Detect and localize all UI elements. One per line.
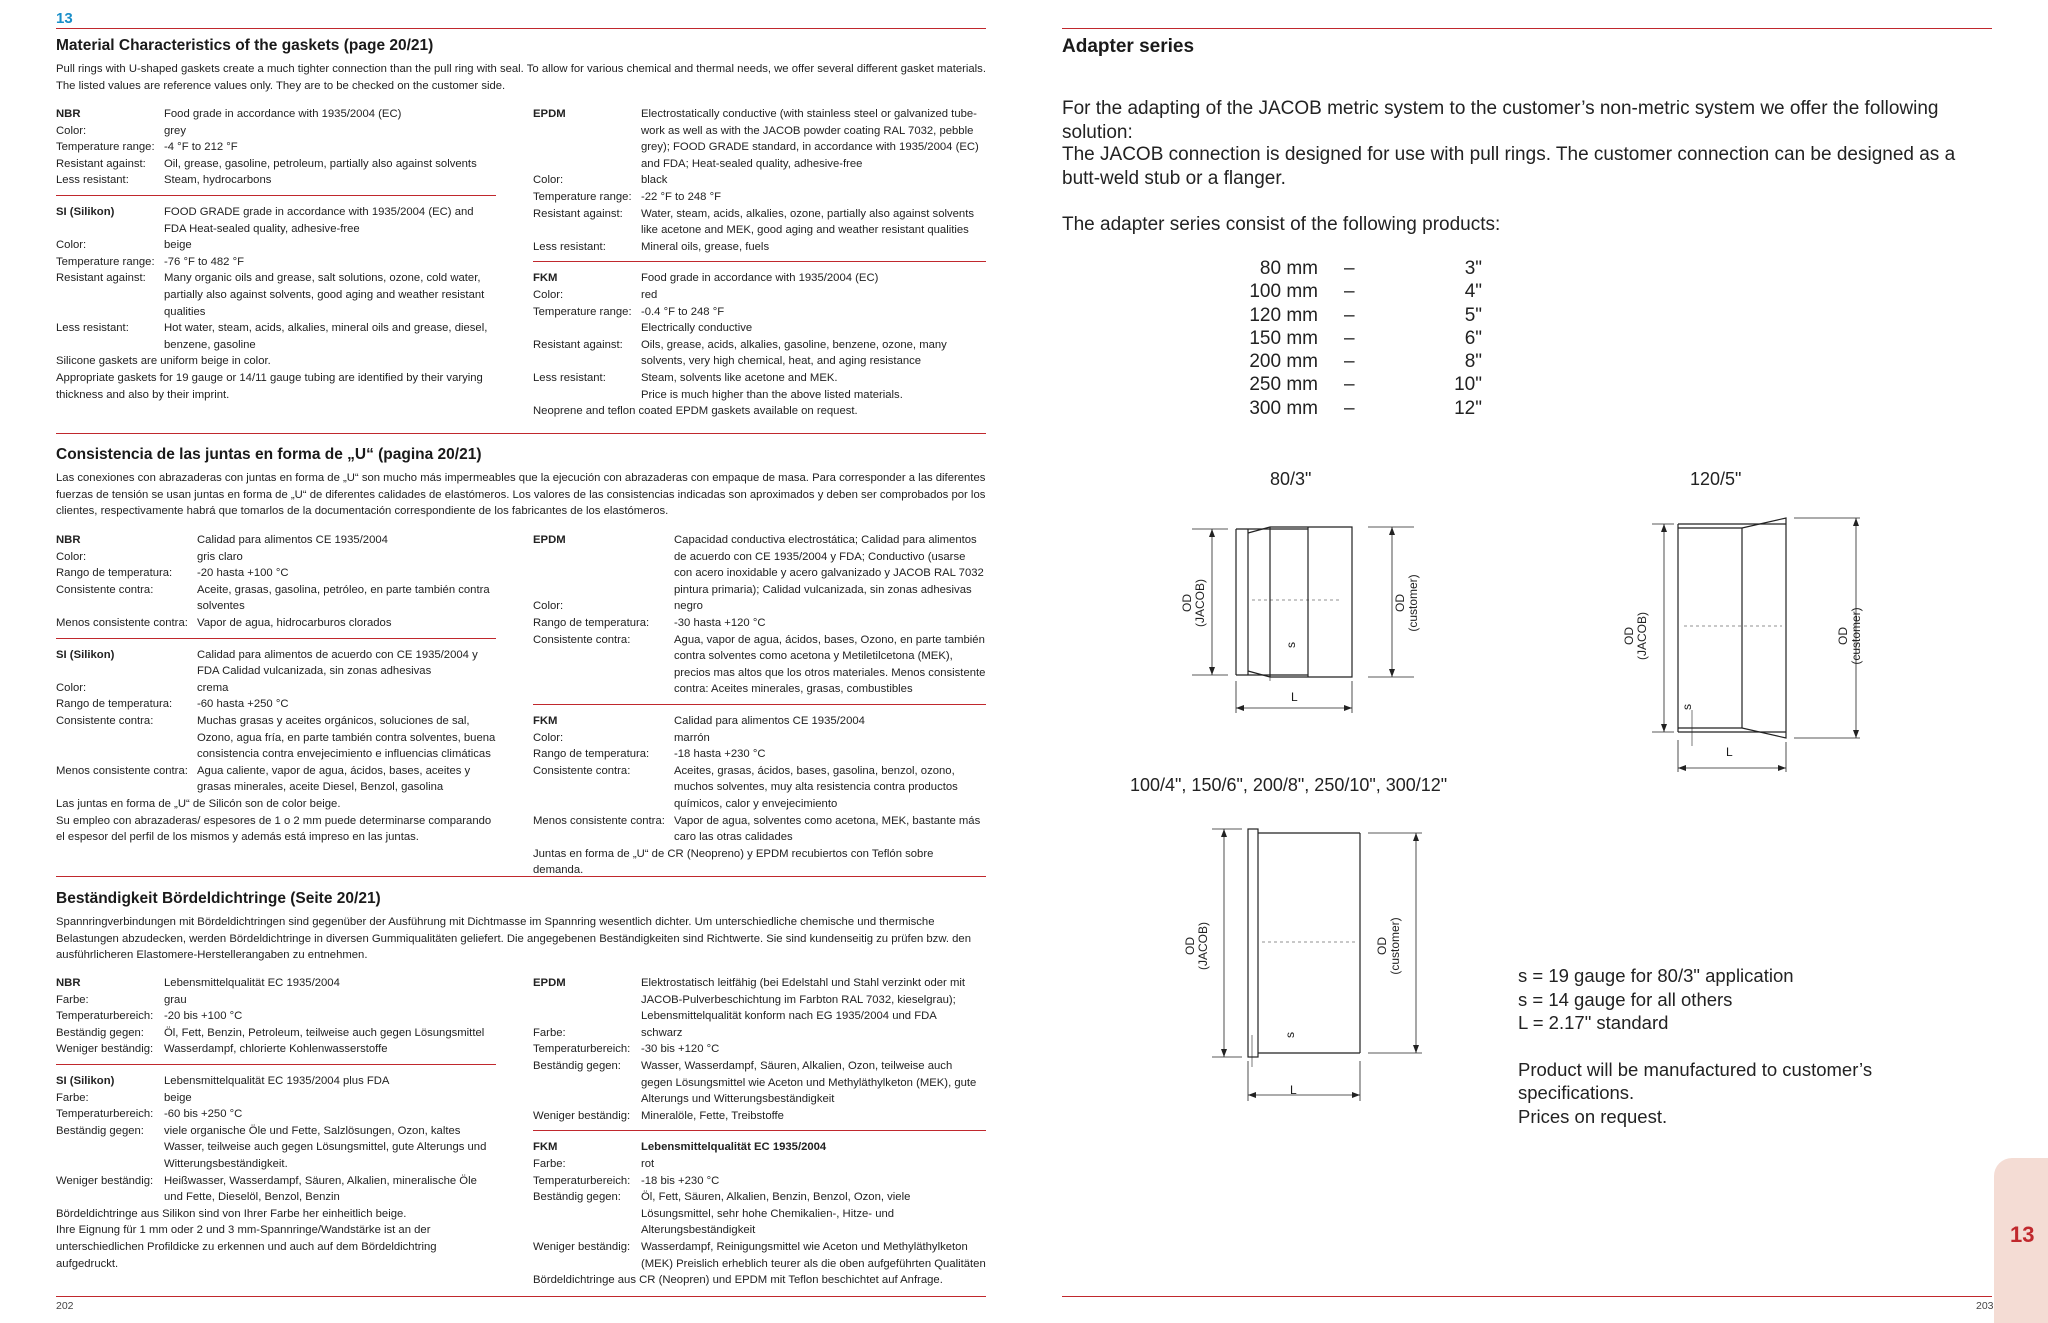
size-row xyxy=(1222,398,1482,421)
material-desc: Lebensmittelqualität EC 1935/2004 plus FDA xyxy=(164,1074,390,1087)
color-label: Color: xyxy=(56,550,87,563)
less-resistant-label: Menos consistente contra: xyxy=(533,814,665,827)
section-rule xyxy=(56,876,986,877)
less-resistant-value: Vapor de agua, hidrocarburos clorados xyxy=(197,616,392,629)
material-desc: Food grade in accordance with 1935/2004 (EC) xyxy=(164,108,402,120)
od-customer-label-2 xyxy=(1836,598,1863,668)
less-resistant-label: Weniger beständig: xyxy=(533,1109,631,1122)
material-name: NBR xyxy=(56,108,81,120)
size-mm: 80 mm xyxy=(1259,258,1318,279)
note: Neoprene and teflon coated EPDM gaskets available on request. xyxy=(533,405,858,418)
material-desc: Electrostatically conductive (with stainless steel or galvanized tube-work as well as with the JACOB powder coating RAL 7032, pebble grey); FOOD GRADE standard, in accordance with 1935/2004 (EC) and FDA; Heat-sealed quality, adhesive-free xyxy=(641,108,979,170)
adapter-drawing-multi xyxy=(1172,815,1492,1105)
color-value: gris claro xyxy=(197,550,243,563)
size-inch: 4" xyxy=(1464,281,1482,303)
size-mm: 300 mm xyxy=(1249,397,1318,419)
spec-line: s = 14 gauge for all others xyxy=(1518,988,1733,1010)
resistant-label: Resistant against: xyxy=(533,207,623,220)
color-value: grau xyxy=(164,993,187,1006)
chapter-tab xyxy=(1994,1158,2048,1323)
size-mm: 120 mm xyxy=(1249,304,1318,326)
size-table xyxy=(1222,258,1482,421)
od-customer-label-3 xyxy=(1375,908,1402,978)
color-label: Color: xyxy=(533,731,564,744)
od-jacob-label-1 xyxy=(1180,565,1207,635)
material-name: FKM xyxy=(533,1141,558,1154)
temp-value: -30 bis +120 °C xyxy=(641,1043,720,1056)
size-row xyxy=(1222,281,1482,304)
color-label: Farbe: xyxy=(56,993,89,1006)
page-number-left: 202 xyxy=(56,1300,74,1312)
size-dash: – xyxy=(1344,351,1355,373)
de-nbr xyxy=(56,975,496,992)
bottom-rule xyxy=(56,1296,986,1297)
extra-note: Electrically conductive xyxy=(641,322,753,335)
es-nbr xyxy=(56,532,496,549)
adapter-drawing-120-5 xyxy=(1612,510,1932,780)
temp-label: Rango de temperatura: xyxy=(533,748,650,761)
temp-label: Temperaturbereich: xyxy=(56,1010,154,1023)
material-name: NBR xyxy=(56,534,81,546)
color-label: Color: xyxy=(56,239,87,252)
material-desc: Calidad para alimentos CE 1935/2004 xyxy=(197,534,388,546)
size-inch: 8" xyxy=(1464,351,1482,373)
less-resistant-label: Weniger beständig: xyxy=(56,1174,154,1187)
color-label: Color: xyxy=(56,681,87,694)
size-inch: 6" xyxy=(1464,327,1482,349)
less-resistant-value: Steam, solvents like acetone and MEK. xyxy=(641,371,838,384)
color-value: marrón xyxy=(674,731,710,744)
size-dash: – xyxy=(1344,397,1355,419)
size-dash: – xyxy=(1344,281,1355,303)
less-resistant-label: Less resistant: xyxy=(533,240,606,253)
less-resistant-label: Less resistant: xyxy=(56,322,129,335)
resistant-value: Aceites, grasas, ácidos, bases, gasolina, benzol, ozono, muchos solventes, muy alta resistencia contra productos químicos, calor y envejecimiento xyxy=(674,764,958,810)
less-resistant-label: Weniger beständig: xyxy=(56,1043,154,1056)
size-inch: 5" xyxy=(1464,304,1482,326)
note: Ihre Eignung für 1 mm oder 2 und 3 mm-Spannringe/Wandstärke ist an der unterschiedlichen Profildicke zu erkennen und auch auf dem Bördeldichtring aufgedruckt. xyxy=(56,1224,437,1270)
resistant-label: Consistente contra: xyxy=(533,633,631,646)
es-col-right xyxy=(533,532,986,879)
temp-value: -18 hasta +230 °C xyxy=(674,748,766,761)
right-page xyxy=(1062,0,1992,1323)
od-text: OD xyxy=(1836,627,1850,645)
resistant-value: Wasser, Wasserdampf, Säuren, Alkalien, Ozon, teilweise auch gegen Lösungsmittel wie Aceton und Methyläthylketon (MEK), gute Alterungs und Witterungsbeständigkeit xyxy=(641,1059,977,1106)
section-rule xyxy=(56,433,986,434)
less-resistant-value: Agua caliente, vapor de agua, ácidos, bases, aceites y grasas minerales, aceite Diesel, Benzol, gasolina xyxy=(197,764,471,794)
size-dash: – xyxy=(1344,258,1355,279)
material-desc: Food grade in accordance with 1935/2004 (EC) xyxy=(641,272,879,285)
spec-line: s = 19 gauge for 80/3" application xyxy=(1518,965,1794,986)
adapter-para-1: For the adapting of the JACOB metric system to the customer’s non-metric system we offer the following solution: xyxy=(1062,98,1939,143)
less-resistant-value: Vapor de agua, solventes como acetona, MEK, bastante más caro las otras calidades xyxy=(674,814,981,844)
od-owner-text: (customer) xyxy=(1406,574,1420,632)
less-resistant-value: Wasserdampf, chlorierte Kohlenwasserstoffe xyxy=(164,1043,388,1056)
less-resistant-value: Hot water, steam, acids, alkalies, mineral oils and grease, diesel, benzene, gasoline xyxy=(164,322,488,351)
temp-value: -30 hasta +120 °C xyxy=(674,616,766,629)
resistant-label: Consistente contra: xyxy=(56,583,154,596)
temp-value: -20 hasta +100 °C xyxy=(197,567,289,580)
temp-label: Temperature range: xyxy=(533,305,632,318)
en-nbr xyxy=(56,106,496,123)
temp-value: -22 °F to 248 °F xyxy=(641,190,721,203)
color-value: rot xyxy=(641,1157,655,1170)
od-jacob-label-2 xyxy=(1622,598,1649,668)
size-row xyxy=(1222,328,1482,351)
temp-label: Rango de temperatura: xyxy=(533,616,650,629)
color-value: schwarz xyxy=(641,1026,683,1039)
left-page xyxy=(56,0,986,1323)
size-inch: 12" xyxy=(1454,397,1482,419)
en-col-right xyxy=(533,106,986,420)
en-col-left xyxy=(56,106,496,403)
temp-label: Temperaturbereich: xyxy=(533,1174,631,1187)
note: Juntas en forma de „U“ de CR (Neopreno) y EPDM recubiertos con Teflón sobre demanda. xyxy=(533,847,934,877)
material-name: EPDM xyxy=(533,108,566,120)
section-title-es: Consistencia de las juntas en forma de „U“ (pagina 20/21) xyxy=(56,446,482,463)
l-label-1: L xyxy=(1291,690,1298,704)
temp-value: -4 °F to 212 °F xyxy=(164,141,238,154)
material-name: FKM xyxy=(533,272,558,285)
s-label-2: s xyxy=(1680,704,1694,710)
adapter-drawing-80-3 xyxy=(1172,505,1492,720)
resistant-value: Many organic oils and grease, salt solutions, ozone, cold water, partially also against solvents, good aging and weather resistant qualities xyxy=(164,272,485,318)
size-mm: 200 mm xyxy=(1249,351,1318,373)
od-text: OD xyxy=(1622,627,1636,645)
de-col-left xyxy=(56,975,496,1272)
od-owner-text: (customer) xyxy=(1388,917,1402,975)
temp-value: -76 °F to 482 °F xyxy=(164,255,244,268)
size-mm: 150 mm xyxy=(1249,327,1318,349)
resistant-label: Beständig gegen: xyxy=(56,1124,144,1137)
resistant-value: Aceite, grasas, gasolina, petróleo, en parte también contra solventes xyxy=(197,583,490,613)
resistant-value: viele organische Öle und Fette, Salzlösungen, Ozon, kaltes Wasser, teilweise auch gegen Lösungsmittel, gute Alterungs und Witterungsbeständigkeit. xyxy=(164,1124,487,1170)
less-resistant-value: Mineral oils, grease, fuels xyxy=(641,240,770,253)
resistant-label: Resistant against: xyxy=(56,272,146,285)
less-resistant-label: Less resistant: xyxy=(533,371,606,384)
od-customer-label-1 xyxy=(1393,565,1420,635)
color-label: Farbe: xyxy=(533,1157,566,1170)
resistant-value: Öl, Fett, Benzin, Petroleum, teilweise auch gegen Lösungsmittel xyxy=(164,1026,485,1039)
temp-value: -20 bis +100 °C xyxy=(164,1010,243,1023)
temp-value: -18 bis +230 °C xyxy=(641,1174,720,1187)
note: Bördeldichtringe aus CR (Neopren) und EPDM mit Teflon beschichtet auf Anfrage. xyxy=(533,1274,943,1287)
adapter-specs xyxy=(1518,964,1992,1128)
de-si xyxy=(56,1073,496,1090)
od-text: OD xyxy=(1375,937,1389,955)
divider xyxy=(56,195,496,196)
color-value: grey xyxy=(164,124,186,137)
price-note: Price is much higher than the above listed materials. xyxy=(641,388,903,401)
resistant-label: Resistant against: xyxy=(56,157,146,170)
s-label-1: s xyxy=(1284,642,1298,648)
material-name: EPDM xyxy=(533,977,566,989)
temp-label: Temperaturbereich: xyxy=(56,1108,154,1121)
less-resistant-label: Weniger beständig: xyxy=(533,1240,631,1253)
size-row xyxy=(1222,305,1482,328)
material-name: EPDM xyxy=(533,534,566,546)
size-row xyxy=(1222,374,1482,397)
page-number-right: 203 xyxy=(1976,1300,1994,1312)
less-resistant-value: Wasserdampf, Reinigungsmittel wie Aceton und Methyläthylketon (MEK) Preislich erheblich teurer als die oben aufgeführten Qualitäten xyxy=(641,1240,986,1270)
less-resistant-value: Mineralöle, Fette, Treibstoffe xyxy=(641,1109,784,1122)
size-mm: 250 mm xyxy=(1249,374,1318,396)
diagram-title-multi: 100/4", 150/6", 200/8", 250/10", 300/12" xyxy=(1130,775,1448,795)
es-epdm xyxy=(533,532,986,598)
l-label-3: L xyxy=(1290,1083,1297,1097)
chapter-number: 13 xyxy=(56,10,73,27)
material-name: NBR xyxy=(56,977,81,989)
color-label: Color: xyxy=(533,600,564,613)
color-value: beige xyxy=(164,239,192,252)
en-si xyxy=(56,204,496,237)
resistant-label: Beständig gegen: xyxy=(533,1191,621,1204)
material-name: SI (Silikon) xyxy=(56,205,115,218)
resistant-label: Beständig gegen: xyxy=(56,1026,144,1039)
intro-en: Pull rings with U-shaped gaskets create a much tighter connection than the pull ring with seal. To allow for various chemical and thermal needs, we offer several different gasket materials. The listed values are reference values only. They are to be checked on the customer side. xyxy=(56,63,986,92)
size-dash: – xyxy=(1344,327,1355,349)
resistant-label: Resistant against: xyxy=(533,338,623,351)
temp-label: Temperature range: xyxy=(56,141,155,154)
resistant-value: Agua, vapor de agua, ácidos, bases, Ozono, en parte también contra solventes como acetona y Metiletilcetona (MEK), precios mas altos que los otros materiales. Menos consistente contra: Aceites minerales, grasas, combustibles xyxy=(674,633,986,696)
divider xyxy=(533,1130,986,1131)
resistant-value: Muchas grasas y aceites orgánicos, soluciones de sal, Ozono, agua fría, en parte también contra solventes, buena consistencia contra envejecimiento e influencias climáticas xyxy=(197,714,496,761)
temp-label: Rango de temperatura: xyxy=(56,567,173,580)
color-label: Farbe: xyxy=(533,1026,566,1039)
adapter-para-2: The JACOB connection is designed for use with pull rings. The customer connection can be designed as a butt-weld stub or a flanger. xyxy=(1062,144,1956,189)
note: Las juntas en forma de „U“ de Silicón son de color beige. xyxy=(56,797,341,810)
intro-de: Spannringverbindungen mit Bördeldichtringen sind gegenüber der Ausführung mit Dichtmasse im Spannring wesentlich dichter. Um unterschiedliche chemische und thermische Belastungen abzudecken, werden Bördeldichtringe in diversen Gummiqualitäten geliefert. Die angegebenen Beständigkeiten sind Richtwerte. Sie sind kundenseitig zu prüfen bzw. den ausführlicheren Elastomere-Herstellerangaben zu entnehmen. xyxy=(56,916,971,961)
color-value: beige xyxy=(164,1091,192,1104)
color-label: Farbe: xyxy=(56,1091,89,1104)
resistant-label: Consistente contra: xyxy=(56,714,154,727)
divider xyxy=(56,1064,496,1065)
note: Silicone gaskets are uniform beige in color. xyxy=(56,355,271,368)
less-resistant-value: Steam, hydrocarbons xyxy=(164,174,272,187)
size-row xyxy=(1222,351,1482,374)
od-owner-text: (customer) xyxy=(1849,607,1863,665)
material-desc: Calidad para alimentos CE 1935/2004 xyxy=(674,714,865,727)
diagram-title-80-3: 80/3" xyxy=(1270,469,1312,489)
material-name: FKM xyxy=(533,714,558,727)
temp-value: -60 bis +250 °C xyxy=(164,1108,243,1121)
material-desc: Elektrostatisch leitfähig (bei Edelstahl und Stahl verzinkt oder mit JACOB-Pulverbeschichtung im Farbton RAL 7032, kieselgrau); Lebensmittelqualität konform nach EG 1935/2004 und FDA xyxy=(641,977,966,1023)
de-col-right xyxy=(533,975,986,1289)
note: Appropriate gaskets for 19 gauge or 14/11 gauge tubing are identified by their varying thickness and also by their imprint. xyxy=(56,371,483,401)
chapter-tab-number: 13 xyxy=(2010,1222,2035,1247)
od-owner-text: (JACOB) xyxy=(1193,579,1207,627)
section-title-de: Beständigkeit Bördeldichtringe (Seite 20/21) xyxy=(56,890,381,907)
material-desc: Lebensmittelqualität EC 1935/2004 xyxy=(641,1141,827,1154)
resistant-label: Beständig gegen: xyxy=(533,1059,621,1072)
diagram-title-120-5: 120/5" xyxy=(1690,469,1742,489)
material-desc: Capacidad conductiva electrostática; Calidad para alimentos de acuerdo con CE 1935/2004 y FDA; Conductivo (usarse con acero inoxidable y acero galvanizado y JACOB RAL 7032 pintura primaria); Calidad vulcanizada, sin zonas adhesivas xyxy=(674,534,984,596)
od-text: OD xyxy=(1183,937,1197,955)
de-epdm xyxy=(533,975,986,1025)
less-resistant-label: Menos consistente contra: xyxy=(56,616,188,629)
color-value: crema xyxy=(197,681,229,694)
material-desc: Calidad para alimentos de acuerdo con CE 1935/2004 y FDA Calidad vulcanizada, sin zonas adhesivas xyxy=(197,648,478,678)
od-text: OD xyxy=(1180,594,1194,612)
temp-label: Temperaturbereich: xyxy=(533,1043,631,1056)
size-row xyxy=(1222,258,1482,281)
adapter-para-3: The adapter series consist of the following products: xyxy=(1062,214,1501,235)
spec-line: L = 2.17" standard xyxy=(1518,1012,1669,1033)
l-label-2: L xyxy=(1726,745,1733,759)
en-fkm xyxy=(533,270,986,287)
resistant-value: Oils, grease, acids, alkalies, gasoline, benzene, ozone, many solvents, very high chemical, heat, and aging resistance xyxy=(641,338,947,368)
spec-line: Prices on request. xyxy=(1518,1105,1668,1127)
material-desc: Lebensmittelqualität EC 1935/2004 xyxy=(164,977,340,989)
material-desc: FOOD GRADE grade in accordance with 1935/2004 (EC) and FDA Heat-sealed quality, adhesive-free xyxy=(164,205,474,235)
divider xyxy=(56,638,496,639)
color-value: red xyxy=(641,288,658,301)
es-col-left xyxy=(56,532,496,846)
temp-label: Temperature range: xyxy=(56,255,155,268)
top-rule xyxy=(1062,28,1992,29)
spec-line: Product will be manufactured to customer’s specifications. xyxy=(1518,1058,1873,1103)
resistant-label: Consistente contra: xyxy=(533,764,631,777)
resistant-value: Öl, Fett, Säuren, Alkalien, Benzin, Benzol, Ozon, viele Lösungsmittel, sehr hohe Chemikalien-, Hitze- und Alterungsbeständigkeit xyxy=(641,1191,911,1237)
top-rule xyxy=(56,28,986,29)
temp-label: Temperature range: xyxy=(533,190,632,203)
size-dash: – xyxy=(1344,374,1355,396)
color-label: Color: xyxy=(533,288,564,301)
color-value: negro xyxy=(674,600,703,613)
size-dash: – xyxy=(1344,304,1355,326)
size-inch: 3" xyxy=(1464,258,1482,279)
resistant-value: Water, steam, acids, alkalies, ozone, partially also against solvents like acetone and MEK, good aging and weather resistant qualities xyxy=(641,207,974,237)
s-label-3: s xyxy=(1283,1032,1297,1038)
divider xyxy=(533,704,986,705)
es-si xyxy=(56,647,496,680)
od-jacob-label-3 xyxy=(1183,908,1210,978)
material-name: SI (Silikon) xyxy=(56,1074,115,1087)
section-title-en: Material Characteristics of the gaskets (page 20/21) xyxy=(56,37,434,54)
de-fkm xyxy=(533,1139,986,1156)
es-fkm xyxy=(533,713,986,730)
adapter-title: Adapter series xyxy=(1062,36,1195,57)
temp-label: Rango de temperatura: xyxy=(56,698,173,711)
color-label: Color: xyxy=(56,124,87,137)
note: Su empleo con abrazaderas/ espesores de 1 o 2 mm puede determinarse comparando el espesor del perfil de los mismos y además está impreso en las juntas. xyxy=(56,814,492,844)
bottom-rule xyxy=(1062,1296,1992,1297)
od-text: OD xyxy=(1393,594,1407,612)
intro-es: Las conexiones con abrazaderas con juntas en forma de „U“ son mucho más impermeables que la ejecución con abrazaderas con empaque de masa. Para corresponder a las diferentes fuerzas de tensión se usan juntas en forma de „U“ de diferentes calidades de elastómeros. Los valores de las consistencias indicadas son aproximados y deben ser comprobados por los clientes, respectivamente habrá que tomarlos de la documentación correspondiente de los fabricantes de los elastómeros. xyxy=(56,472,986,517)
en-epdm xyxy=(533,106,986,172)
temp-value: -0.4 °F to 248 °F xyxy=(641,305,725,318)
size-mm: 100 mm xyxy=(1249,281,1318,303)
less-resistant-label: Less resistant: xyxy=(56,174,129,187)
od-owner-text: (JACOB) xyxy=(1635,612,1649,660)
od-owner-text: (JACOB) xyxy=(1196,922,1210,970)
color-label: Color: xyxy=(533,174,564,187)
less-resistant-label: Menos consistente contra: xyxy=(56,764,188,777)
temp-value: -60 hasta +250 °C xyxy=(197,698,289,711)
color-value: black xyxy=(641,174,668,187)
material-name: SI (Silikon) xyxy=(56,648,115,661)
note: Bördeldichtringe aus Silikon sind von Ihrer Farbe her einheitlich beige. xyxy=(56,1207,407,1220)
size-inch: 10" xyxy=(1454,374,1482,396)
less-resistant-value: Heißwasser, Wasserdampf, Säuren, Alkalien, mineralische Öle und Fette, Dieselöl, Benzol, Benzin xyxy=(164,1174,477,1204)
resistant-value: Oil, grease, gasoline, petroleum, partially also against solvents xyxy=(164,157,477,170)
divider xyxy=(533,261,986,262)
